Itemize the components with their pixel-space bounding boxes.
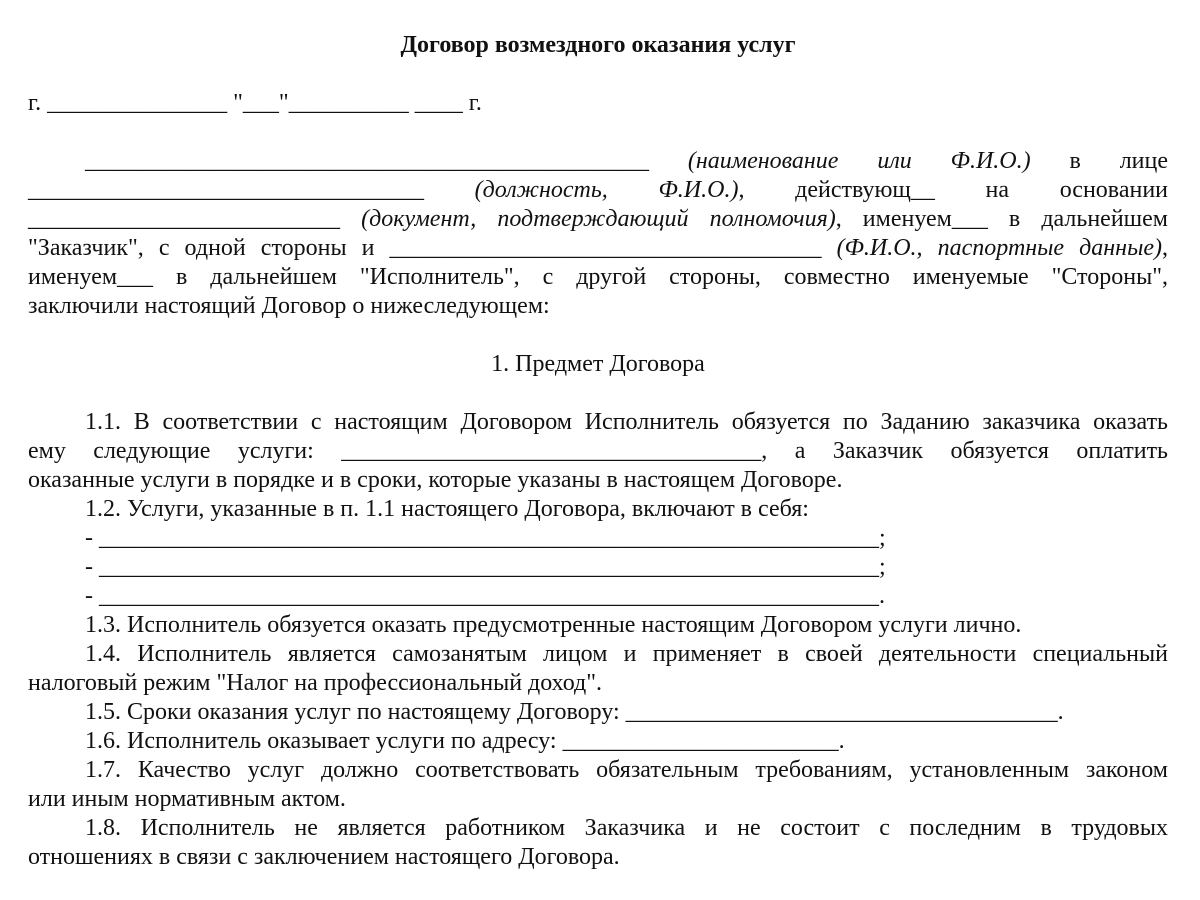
text-segment: 1.8. Исполнитель не является работником Заказчика и не состоит с последним в трудовых <box>85 815 1168 841</box>
text-segment: 1.2. Услуги, указанные в п. 1.1 настоящего Договора, включают в себя: <box>85 496 809 522</box>
text-segment: - _________________________________________________________________. <box>85 583 885 609</box>
text-line <box>28 205 1168 234</box>
text-segment: 1.4. Исполнитель является самозанятым лицом и применяет в своей деятельности специальный <box>85 641 1168 667</box>
text-segment: 1. Предмет Договора <box>491 351 705 377</box>
text-line <box>28 582 1168 611</box>
text-segment: , <box>1161 235 1168 261</box>
text-segment: - _________________________________________________________________; <box>85 554 886 580</box>
blank-line <box>28 118 1168 147</box>
text-segment: 1.1. В соответствии с настоящим Договором Исполнитель обязуется по Заданию заказчика оказать <box>85 409 1168 435</box>
text-segment: 1.5. Сроки оказания услуг по настоящему Договору: ____________________________________. <box>85 699 1064 725</box>
text-segment: оказанные услуги в порядке и в сроки, которые указаны в настоящем Договоре. <box>28 467 843 493</box>
text-segment: , действующ__ на основании <box>738 177 1169 203</box>
text-line <box>28 408 1168 437</box>
italic-hint: (должность, Ф.И.О.) <box>474 177 739 203</box>
text-segment: ему следующие услуги: ___________________________________, а Заказчик обязуется оплатить <box>28 438 1168 464</box>
text-line <box>28 350 1168 379</box>
text-segment: _______________________________________________ <box>85 148 688 174</box>
italic-hint: (наименование или Ф.И.О.) <box>687 148 1031 174</box>
blank-line <box>28 60 1168 89</box>
text-line <box>28 843 1168 872</box>
text-line <box>28 785 1168 814</box>
text-segment: или иным нормативным актом. <box>28 786 346 812</box>
text-segment: 1.3. Исполнитель обязуется оказать предусмотренные настоящим Договором услуги лично. <box>85 612 1022 638</box>
text-segment: г. _______________ "___"__________ ____ г. <box>28 90 482 116</box>
text-line <box>28 292 1168 321</box>
text-line <box>28 756 1168 785</box>
text-segment: отношениях в связи с заключением настоящего Договора. <box>28 844 620 870</box>
text-line <box>28 263 1168 292</box>
text-segment: 1.7. Качество услуг должно соответствовать обязательным требованиям, установленным законом <box>85 757 1168 783</box>
text-line <box>28 524 1168 553</box>
text-line <box>28 553 1168 582</box>
document-title: Договор возмездного оказания услуг <box>400 32 796 58</box>
text-line <box>28 611 1168 640</box>
text-segment: "Заказчик", с одной стороны и ____________________________________ <box>28 235 837 261</box>
text-segment: _________________________________ <box>28 177 475 203</box>
italic-hint: (документ, подтверждающий полномочия) <box>361 206 836 232</box>
text-segment: именуем___ в дальнейшем "Исполнитель", с другой стороны, совместно именуемые "Стороны", <box>28 264 1168 290</box>
text-line <box>28 466 1168 495</box>
text-line <box>28 814 1168 843</box>
text-line <box>28 669 1168 698</box>
text-line <box>28 437 1168 466</box>
blank-line <box>28 321 1168 350</box>
text-line <box>28 176 1168 205</box>
text-line <box>28 234 1168 263</box>
text-line <box>28 640 1168 669</box>
contract-document <box>28 31 1168 872</box>
text-segment: в лице <box>1030 148 1169 174</box>
text-line <box>28 495 1168 524</box>
text-line <box>28 698 1168 727</box>
text-segment: налоговый режим "Налог на профессиональный доход". <box>28 670 603 696</box>
text-line <box>28 147 1168 176</box>
document-body <box>28 60 1168 872</box>
text-segment: 1.6. Исполнитель оказывает услуги по адресу: _______________________. <box>85 728 845 754</box>
blank-line <box>28 379 1168 408</box>
text-segment: - _________________________________________________________________; <box>85 525 886 551</box>
text-segment: , именуем___ в дальнейшем <box>835 206 1168 232</box>
text-line <box>28 727 1168 756</box>
text-line <box>28 89 1168 118</box>
text-segment: заключили настоящий Договор о нижеследующем: <box>28 293 550 319</box>
text-segment: __________________________ <box>28 206 362 232</box>
italic-hint: (Ф.И.О., паспортные данные) <box>836 235 1162 261</box>
